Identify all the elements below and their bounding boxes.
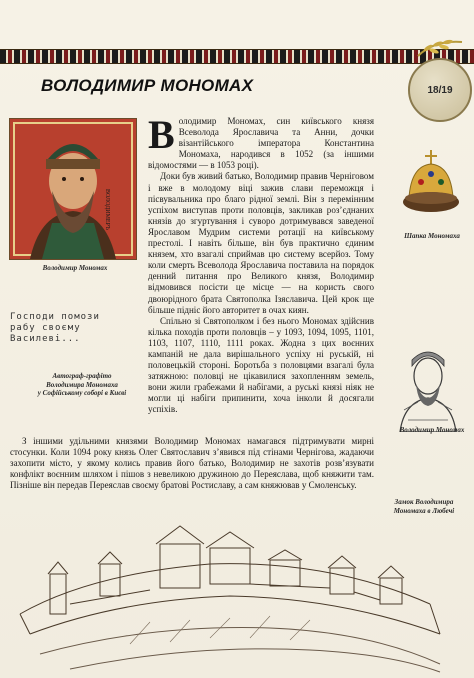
page-number: 18/19: [427, 84, 453, 96]
graffito-caption-line-3: у Софійському соборі в Києві: [37, 389, 127, 397]
castle-image: [10, 504, 446, 674]
graffito-caption: [34, 372, 130, 398]
graffito-line-5: Василеві...: [10, 334, 81, 344]
castle-caption-line-2: Мономаха в Любечі: [393, 506, 455, 515]
paragraph-3: Спільно зі Святополком і без нього Мономах здійснив кілька походів проти половців – у 1093, 1094, 1095, 1101, 1103, 1107, 1110, 1111 роках. Жодна з цих воєнних кампаній не дала вирішального успіху ні руській, ні половецькій стороні. Боротьба з половцями взагалі була затяжною: половці не цікавилися захопленням земель, вони жили грабежами й набігами, а руські князі ніяк не могли ці набіги припинити, хоча інколи й досягали успіхів.: [148, 315, 374, 415]
sketch-caption: Володимир Мономах: [399, 426, 465, 434]
graffito-caption-line-2: Володимира Мономаха: [46, 380, 118, 389]
svg-text:ВОЛОДИМЕРЪ: ВОЛОДИМЕРЪ: [104, 189, 110, 231]
portrait-caption: Володимир Мономах: [42, 264, 108, 272]
paragraph-1: [148, 112, 374, 171]
page-number-badge: [408, 58, 472, 122]
castle-caption-line-1: Замок Володимира: [394, 498, 454, 506]
paragraph-1-text: олодимир Мономах, син київського князя Всеволода Ярославича та Анни, дочки візантійського імператора Константина Мономаха, народився в 1052 (за іншими відомостями — в 1053 році).: [148, 116, 374, 171]
article-wide: [10, 436, 374, 491]
page-title: ВОЛОДИМИР МОНОМАХ: [41, 76, 254, 95]
crown-caption: Шапка Мономаха: [404, 232, 460, 240]
graffito-line-4: своєму: [42, 323, 81, 333]
paragraph-2: Доки був живий батько, Володимир правив Черніговом і вже в молодому віці зажив слави переможця і пісвувальника про благо рідної землі. Він з перемінним успіхом виступав проти половців, закликав роз’єднаних князів до згуртування і суворо дотримувався заведеної Ярославом Мудрим системи ротації на київському престолі. І навіть більше, він був практично єдиним князем, хто взагалі сприймав цю систему всерйоз. Тому коли смерть Всеволода Ярославича поставила на порядок денний питання про Великого князя, Володимир відмовився посісти це місце — на користь свого двоюрідного брата Святополка Ізяславича. Цей крок ще більше підніс його авторитет в очах киян.: [148, 171, 374, 315]
drop-cap: В: [148, 112, 175, 157]
graffito-line-2: помози: [61, 312, 100, 322]
paragraph-4: З іншими удільними князями Володимир Мономах намагався підтримувати мирні стосунки. Коли 1094 року князь Олег Святославич з’явився під стінами Чернігова, жадаючи захопити місто, у якому колись правив його батько, Володимир не захотів розв’язувати конфлікт воєнним шляхом і пішов з невеликою дружиною до Переяслава, щоб княжити там. Пізніше він передав Переяслав своєму братові Ростиславу, а сам княжював у Смоленську.: [10, 436, 374, 491]
graffito-line-1: Господи: [10, 312, 55, 322]
graffito-line-3: рабу: [10, 323, 36, 333]
portrait-image: [9, 118, 137, 260]
graffito-image: [8, 310, 140, 362]
laurel-icon: [414, 38, 466, 60]
sketch-portrait-image: [388, 340, 468, 432]
graffito-caption-line-1: Автограф-графіто: [52, 372, 112, 380]
article-column: [148, 112, 374, 416]
ornament-band: [0, 49, 474, 64]
crown-image: [399, 148, 463, 228]
